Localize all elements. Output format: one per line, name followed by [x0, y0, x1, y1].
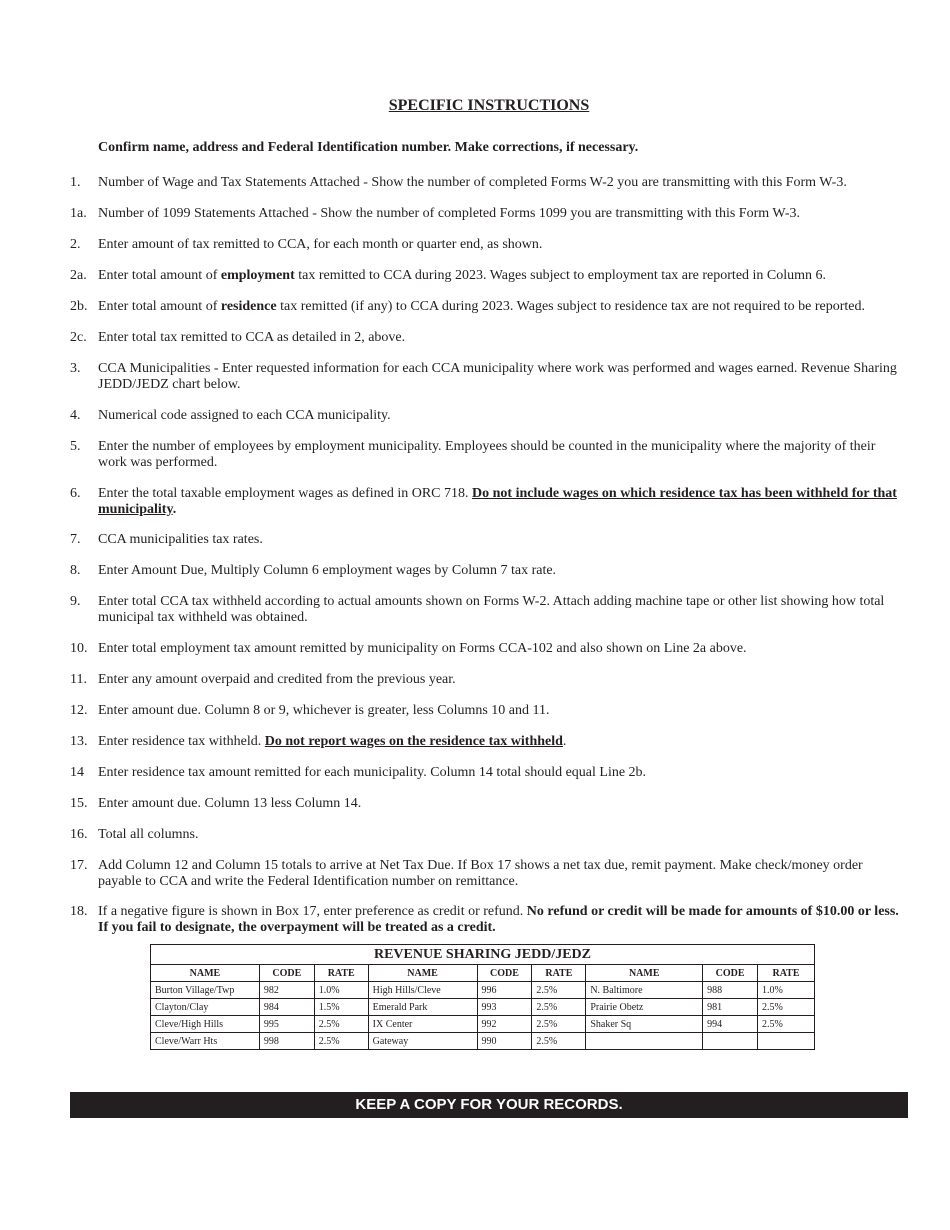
emphasis-underlined: Do not report wages on the residence tax withheld — [264, 734, 563, 749]
instruction-number: 2. — [70, 237, 81, 252]
instruction-number: 14 — [70, 765, 84, 780]
table-cell: 994 — [703, 1016, 758, 1033]
instruction-number: 17. — [70, 858, 88, 873]
instruction-number: 15. — [70, 796, 88, 811]
table-cell — [758, 1033, 815, 1050]
column-header: RATE — [314, 965, 368, 982]
table-cell: IX Center — [368, 1016, 477, 1033]
instruction-number: 3. — [70, 361, 81, 376]
table-cell: 982 — [259, 982, 314, 999]
table-cell: 988 — [703, 982, 758, 999]
table-cell: 2.5% — [532, 982, 586, 999]
instruction-text: Enter the total taxable employment wages as defined in ORC 718. Do not include wages on which residence tax has been withheld for that municipality. — [98, 486, 897, 517]
instruction-number: 1. — [70, 175, 81, 190]
instruction-item — [70, 361, 910, 393]
instruction-item — [70, 206, 910, 222]
instruction-number: 4. — [70, 408, 81, 423]
table-cell: 995 — [259, 1016, 314, 1033]
emphasis: residence — [220, 299, 277, 314]
instruction-text: Total all columns. — [98, 827, 199, 842]
instruction-item — [70, 486, 910, 518]
instruction-number: 13. — [70, 734, 88, 749]
column-header: NAME — [368, 965, 477, 982]
table-cell: High Hills/Cleve — [368, 982, 477, 999]
instruction-text: Enter the number of employees by employment municipality. Employees should be counted in the municipality where the majority of their work was performed. — [98, 439, 876, 470]
instruction-text: Number of Wage and Tax Statements Attached - Show the number of completed Forms W-2 you are transmitting with this Form W-3. — [98, 175, 847, 190]
instruction-text: Enter total amount of employment tax remitted to CCA during 2023. Wages subject to employment tax are reported in Column 6. — [98, 268, 827, 283]
instruction-item — [70, 703, 910, 719]
table-row — [151, 1033, 815, 1050]
instruction-text: Enter total CCA tax withheld according to actual amounts shown on Forms W-2. Attach adding machine tape or other list showing how total municipal tax withheld was obtained. — [98, 594, 885, 625]
column-header: NAME — [586, 965, 703, 982]
instruction-number: 11. — [70, 672, 87, 687]
instruction-text: Numerical code assigned to each CCA municipality. — [98, 408, 391, 423]
instruction-number: 2c. — [70, 330, 87, 345]
emphasis-underlined: Do not include wages on which residence tax has been withheld for that municipality — [98, 486, 897, 517]
instruction-text: CCA Municipalities - Enter requested information for each CCA municipality where work was performed and wages earned. Revenue Sharing JEDD/JEDZ chart below. — [98, 361, 897, 392]
table-cell: 996 — [477, 982, 532, 999]
instruction-item — [70, 672, 910, 688]
instruction-item — [70, 904, 910, 936]
instruction-item — [70, 734, 910, 750]
table-cell: Gateway — [368, 1033, 477, 1050]
table-row — [151, 999, 815, 1016]
revenue-sharing-table — [150, 944, 815, 1050]
column-header: CODE — [477, 965, 532, 982]
instruction-text: Enter total amount of residence tax remitted (if any) to CCA during 2023. Wages subject to residence tax are not required to be reported. — [98, 299, 865, 314]
instruction-text: Number of 1099 Statements Attached - Show the number of completed Forms 1099 you are transmitting with this Form W-3. — [98, 206, 800, 221]
instruction-item — [70, 796, 910, 812]
table-cell: 2.5% — [314, 1016, 368, 1033]
instruction-item — [70, 439, 910, 471]
instruction-text: Add Column 12 and Column 15 totals to arrive at Net Tax Due. If Box 17 shows a net tax due, remit payment. Make check/money order payable to CCA and write the Federal Identification number on remittance. — [98, 858, 863, 889]
column-header: CODE — [259, 965, 314, 982]
keep-copy-banner: KEEP A COPY FOR YOUR RECORDS. — [70, 1092, 908, 1118]
instruction-item — [70, 765, 910, 781]
table-cell: Emerald Park — [368, 999, 477, 1016]
table-cell: 993 — [477, 999, 532, 1016]
page-title: SPECIFIC INSTRUCTIONS — [388, 97, 590, 114]
instruction-text: Enter amount due. Column 13 less Column 14. — [98, 796, 362, 811]
table-cell: 984 — [259, 999, 314, 1016]
instruction-text: CCA municipalities tax rates. — [98, 532, 263, 547]
instruction-number: 1a. — [70, 206, 87, 221]
instruction-item — [70, 237, 910, 253]
table-header-row — [151, 965, 815, 982]
table-cell: 1.0% — [314, 982, 368, 999]
instruction-text: Enter residence tax withheld. Do not report wages on the residence tax withheld. — [98, 734, 567, 749]
instruction-item — [70, 563, 910, 579]
instruction-item — [70, 175, 910, 191]
instruction-text: Enter any amount overpaid and credited from the previous year. — [98, 672, 456, 687]
instruction-number: 2a. — [70, 268, 87, 283]
instruction-text: Enter total employment tax amount remitted by municipality on Forms CCA-102 and also shown on Line 2a above. — [98, 641, 747, 656]
instruction-number: 2b. — [70, 299, 88, 314]
table-cell: Prairie Obetz — [586, 999, 703, 1016]
instruction-number: 9. — [70, 594, 81, 609]
instruction-item — [70, 594, 910, 626]
table-cell: 990 — [477, 1033, 532, 1050]
table-cell — [586, 1033, 703, 1050]
instruction-text: Enter Amount Due, Multiply Column 6 employment wages by Column 7 tax rate. — [98, 563, 557, 578]
instruction-item — [70, 858, 910, 890]
instruction-number: 12. — [70, 703, 88, 718]
table-cell: 2.5% — [758, 999, 815, 1016]
instruction-text: If a negative figure is shown in Box 17, enter preference as credit or refund. No refund or credit will be made for amounts of $10.00 or less. If you fail to designate, the overpayment will be treated as a credit. — [98, 904, 899, 935]
table-cell: 2.5% — [532, 1033, 586, 1050]
instruction-item — [70, 532, 910, 548]
table-cell: Cleve/High Hills — [151, 1016, 260, 1033]
instruction-number: 8. — [70, 563, 81, 578]
instruction-item — [70, 330, 910, 346]
table-cell: 992 — [477, 1016, 532, 1033]
table-cell — [703, 1033, 758, 1050]
table-cell: Cleve/Warr Hts — [151, 1033, 260, 1050]
instruction-item — [70, 641, 910, 657]
instruction-text: Enter total tax remitted to CCA as detailed in 2, above. — [98, 330, 406, 345]
instruction-number: 18. — [70, 904, 88, 919]
table-cell: Clayton/Clay — [151, 999, 260, 1016]
table-row — [151, 982, 815, 999]
table-cell: 981 — [703, 999, 758, 1016]
instruction-number: 7. — [70, 532, 81, 547]
table-cell: 1.0% — [758, 982, 815, 999]
table-cell: Burton Village/Twp — [151, 982, 260, 999]
table-cell: N. Baltimore — [586, 982, 703, 999]
instruction-item — [70, 268, 910, 284]
instruction-text: Enter amount due. Column 8 or 9, whichever is greater, less Columns 10 and 11. — [98, 703, 550, 718]
table-row — [151, 1016, 815, 1033]
table-cell: 998 — [259, 1033, 314, 1050]
table-cell: 2.5% — [532, 999, 586, 1016]
column-header: NAME — [151, 965, 260, 982]
instruction-number: 16. — [70, 827, 88, 842]
column-header: RATE — [532, 965, 586, 982]
table-cell: Shaker Sq — [586, 1016, 703, 1033]
instruction-number: 10. — [70, 641, 88, 656]
emphasis: No refund or credit will be made for amounts of $10.00 or less. If you fail to designate, the overpayment will be treated as a credit. — [98, 904, 899, 935]
table-caption: REVENUE SHARING JEDD/JEDZ — [151, 945, 815, 965]
instruction-number: 5. — [70, 439, 81, 454]
column-header: RATE — [758, 965, 815, 982]
instruction-text: Enter amount of tax remitted to CCA, for each month or quarter end, as shown. — [98, 237, 543, 252]
table-cell: 1.5% — [314, 999, 368, 1016]
intro-instruction: Confirm name, address and Federal Identification number. Make corrections, if necessary. — [98, 140, 639, 155]
table-cell: 2.5% — [532, 1016, 586, 1033]
table-cell: 2.5% — [758, 1016, 815, 1033]
instruction-number: 6. — [70, 486, 81, 501]
instruction-item — [70, 408, 910, 424]
instruction-item — [70, 299, 910, 315]
emphasis: employment — [220, 268, 295, 283]
table-cell: 2.5% — [314, 1033, 368, 1050]
column-header: CODE — [703, 965, 758, 982]
instruction-text: Enter residence tax amount remitted for each municipality. Column 14 total should equal Line 2b. — [98, 765, 647, 780]
instruction-item — [70, 827, 910, 843]
